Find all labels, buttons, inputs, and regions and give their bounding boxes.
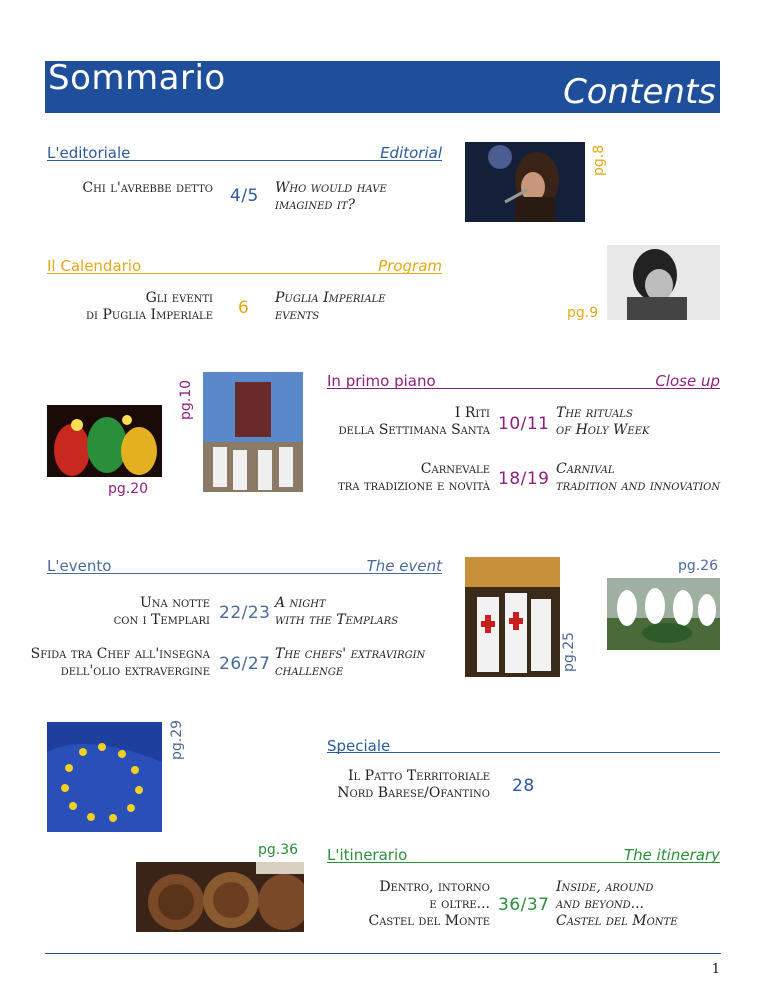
section-rule-speciale	[327, 752, 720, 753]
section-rule-editoriale	[47, 160, 442, 161]
title-english: Contents	[563, 72, 716, 112]
section-rule-evento	[47, 573, 442, 574]
section-label-itinerario: L'itinerario	[327, 846, 408, 864]
footer-rule	[45, 953, 721, 954]
photo-chefs	[607, 578, 720, 650]
photo-carnival	[47, 405, 162, 477]
section-rule-calendario	[47, 273, 442, 274]
entry-riti-en: The rituals of Holy Week	[556, 405, 650, 438]
entry-itinerario-pages: 36/37	[498, 895, 550, 915]
section-label-editorial: Editorial	[380, 144, 442, 162]
entry-patto-it: Il Patto Territoriale Nord Barese/Ofantino	[337, 768, 490, 801]
photo-ref-pg20: pg.20	[108, 481, 149, 497]
entry-chef-pages: 26/27	[219, 654, 271, 674]
entry-editoriale-it: Chi l'avrebbe detto	[82, 180, 213, 196]
photo-singer	[465, 142, 585, 222]
section-label-the-itinerary: The itinerary	[623, 846, 720, 864]
photo-woman	[607, 245, 720, 320]
photo-ref-pg36: pg.36	[258, 842, 299, 858]
entry-riti-pages: 10/11	[498, 414, 550, 434]
entry-chef-en: The chefs' extravirgin challenge	[275, 646, 426, 679]
photo-ref-pg26: pg.26	[678, 558, 719, 574]
entry-carnevale-it: Carnevale tra tradizione e novità	[338, 461, 490, 494]
photo-barrels	[136, 862, 304, 932]
section-label-calendario: Il Calendario	[47, 257, 142, 275]
entry-calendario-en: Puglia Imperiale events	[275, 290, 386, 323]
section-label-evento: L'evento	[47, 557, 112, 575]
entry-chef-it: Sfida tra Chef all'insegna dell'olio extravergine	[30, 646, 210, 679]
photo-ref-pg9: pg.9	[567, 305, 599, 321]
section-label-the-event: The event	[366, 557, 442, 575]
entry-riti-it: I Riti della Settimana Santa	[338, 405, 490, 438]
section-rule-itinerario	[327, 862, 720, 863]
entry-calendario-it: Gli eventi di Puglia Imperiale	[86, 290, 213, 323]
photo-eu-flag	[47, 722, 162, 832]
section-label-program: Program	[378, 257, 442, 275]
page-number: 1	[711, 962, 720, 977]
entry-carnevale-en: Carnival tradition and innovation	[556, 461, 721, 494]
section-label-editoriale: L'editoriale	[47, 144, 131, 162]
entry-itinerario-en: Inside, around and beyond... Castel del Monte	[556, 879, 678, 929]
section-label-speciale: Speciale	[327, 737, 391, 755]
title-italian: Sommario	[48, 58, 226, 98]
photo-ref-pg8: pg.8	[591, 144, 607, 176]
entry-editoriale-en: Who would have imagined it?	[275, 180, 387, 213]
entry-editoriale-pages: 4/5	[230, 186, 259, 206]
entry-templari-pages: 22/23	[219, 603, 271, 623]
photo-templars	[465, 557, 560, 677]
entry-carnevale-pages: 18/19	[498, 469, 550, 489]
photo-ref-pg25: pg.25	[561, 631, 577, 672]
section-label-primo-piano: In primo piano	[327, 372, 436, 390]
entry-templari-en: A night with the Templars	[275, 595, 399, 628]
entry-templari-it: Una notte con i Templari	[113, 595, 210, 628]
section-label-close-up: Close up	[655, 372, 720, 390]
section-rule-primo-piano	[327, 388, 720, 389]
photo-ref-pg10: pg.10	[178, 379, 194, 420]
entry-patto-pages: 28	[512, 776, 535, 796]
entry-itinerario-it: Dentro, intorno e oltre... Castel del Monte	[368, 879, 490, 929]
entry-calendario-pages: 6	[238, 298, 250, 318]
photo-ref-pg29: pg.29	[169, 719, 185, 760]
